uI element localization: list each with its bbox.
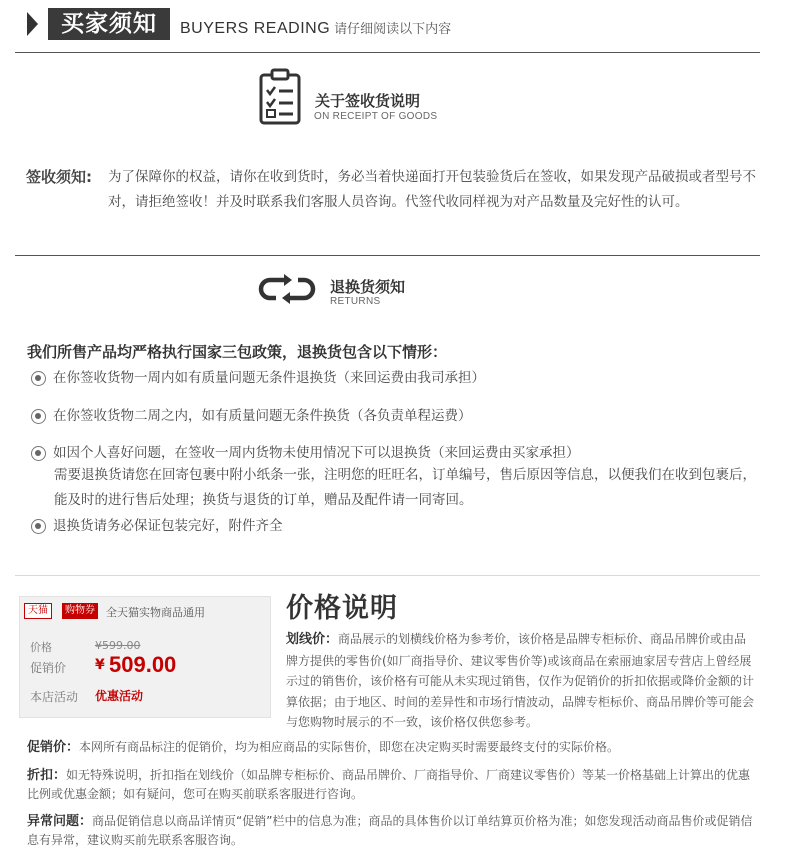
returns-policy: 我们所售产品均严格执行国家三包政策，退换货包含以下情形： — [27, 343, 448, 361]
line-price-text: 商品展示的划横线价格为参考价，该价格是品牌专柜标价、商品吊牌价或由品牌方提供的零售价(如厂商指导价、建议零售价等)或该商品在索丽迪家居专营店上曾经展示过的销售价，该价格有可能从未实现过销售，仅作为促销价的折扣依据或降价金额的计算依据；由于地区、时间的差异性和市场行情波动，品牌专柜标价、商品吊牌价等可能会与您购物时展示的不一致，该价格仅供您参考。 — [286, 632, 755, 729]
receipt-title: 关于签收货说明 — [315, 92, 421, 110]
returns-title-en: RETURNS — [330, 296, 381, 307]
price-info-title: 价格说明 — [286, 593, 398, 624]
header-subtitle: 请仔细阅读以下内容 — [334, 21, 452, 36]
returns-exchange-icon — [258, 274, 316, 304]
discount-text: 如无特殊说明，折扣指在划线价（如品牌专柜标价、商品吊牌价、厂商指导价、厂商建议零售价）等某一价格基础上计算出的优惠比例或优惠金额；如有疑问，您可在购买前联系客服进行咨询。 — [27, 768, 751, 801]
tmall-tag: 天猫 — [24, 603, 52, 619]
clipboard-check-icon — [258, 68, 302, 126]
returns-title: 退换货须知 — [330, 278, 406, 296]
line-price-label: 划线价： — [286, 632, 339, 647]
currency-symbol: ¥ — [95, 657, 105, 673]
sign-label: 签收须知: — [26, 168, 92, 186]
returns-item: 在你签收货物一周内如有质量问题无条件退换货（来回运费由我司承担） — [31, 366, 485, 391]
returns-item: 在你签收货物二周之内，如有质量问题无条件换货（各负责单程运费） — [31, 404, 472, 429]
radio-bullet-icon — [31, 519, 46, 534]
returns-item: 退换货请务必保证包装完好，附件齐全 — [31, 514, 283, 539]
radio-bullet-icon — [31, 409, 46, 424]
returns-item: 如因个人喜好问题，在签收一周内货物未使用情况下可以退换货（来回运费由买家承担） — [31, 441, 580, 466]
original-price: ¥599.00 — [95, 639, 141, 652]
exception-paragraph — [27, 812, 762, 850]
header-divider — [15, 52, 760, 53]
radio-bullet-icon — [31, 446, 46, 461]
price-card — [19, 596, 271, 718]
activity-label: 本店活动 — [30, 690, 79, 704]
header-arrow-icon — [27, 12, 38, 36]
exception-label: 异常问题： — [27, 814, 93, 829]
header-english: BUYERS READING — [180, 20, 331, 37]
activity-value: 优惠活动 — [95, 689, 144, 703]
promo-price-info-label: 促销价： — [27, 740, 80, 755]
line-price-paragraph — [286, 629, 756, 733]
coupon-tag: 购物券 — [62, 603, 98, 619]
promo-price-info-text: 本网所有商品标注的促销价，均为相应商品的实际售价，即您在决定购买时需要最终支付的实际价格。 — [79, 740, 620, 754]
sign-text: 为了保障你的权益，请你在收到货时，务必当着快递面打开包装验货后在签收，如果发现产品破损或者型号不对，请拒绝签收！并及时联系我们客服人员咨询。代签代收同样视为对产品数量及完好性的认可。 — [108, 169, 756, 210]
coupon-description: 全天猫实物商品通用 — [106, 606, 205, 619]
promo-price-label: 促销价 — [30, 661, 67, 675]
discount-paragraph — [27, 766, 762, 804]
exception-text: 商品促销信息以商品详情页“促销”栏中的信息为准；商品的具体售价以订单结算页价格为准；如您发现活动商品售价或促销信息有异常，建议购买前先联系客服咨询。 — [27, 814, 753, 847]
header-badge: 买家须知 — [48, 8, 170, 40]
receipt-title-en: ON RECEIPT OF GOODS — [314, 111, 438, 122]
price-divider — [15, 575, 760, 576]
radio-bullet-icon — [31, 371, 46, 386]
promo-price-paragraph — [27, 738, 762, 757]
header-title — [180, 18, 451, 38]
section-divider — [15, 255, 760, 256]
returns-item-detail: 需要退换货请您在回寄包裹中附小纸条一张，注明您的旺旺名，订单编号，售后原因等信息，以便我们在收到包裹后，能及时的进行售后处理；换货与退货的订单，赠品及配件请一同寄回。 — [54, 467, 756, 508]
discount-label: 折扣： — [27, 768, 67, 783]
promo-price: 509.00 — [109, 652, 177, 677]
price-label: 价格 — [30, 641, 52, 654]
